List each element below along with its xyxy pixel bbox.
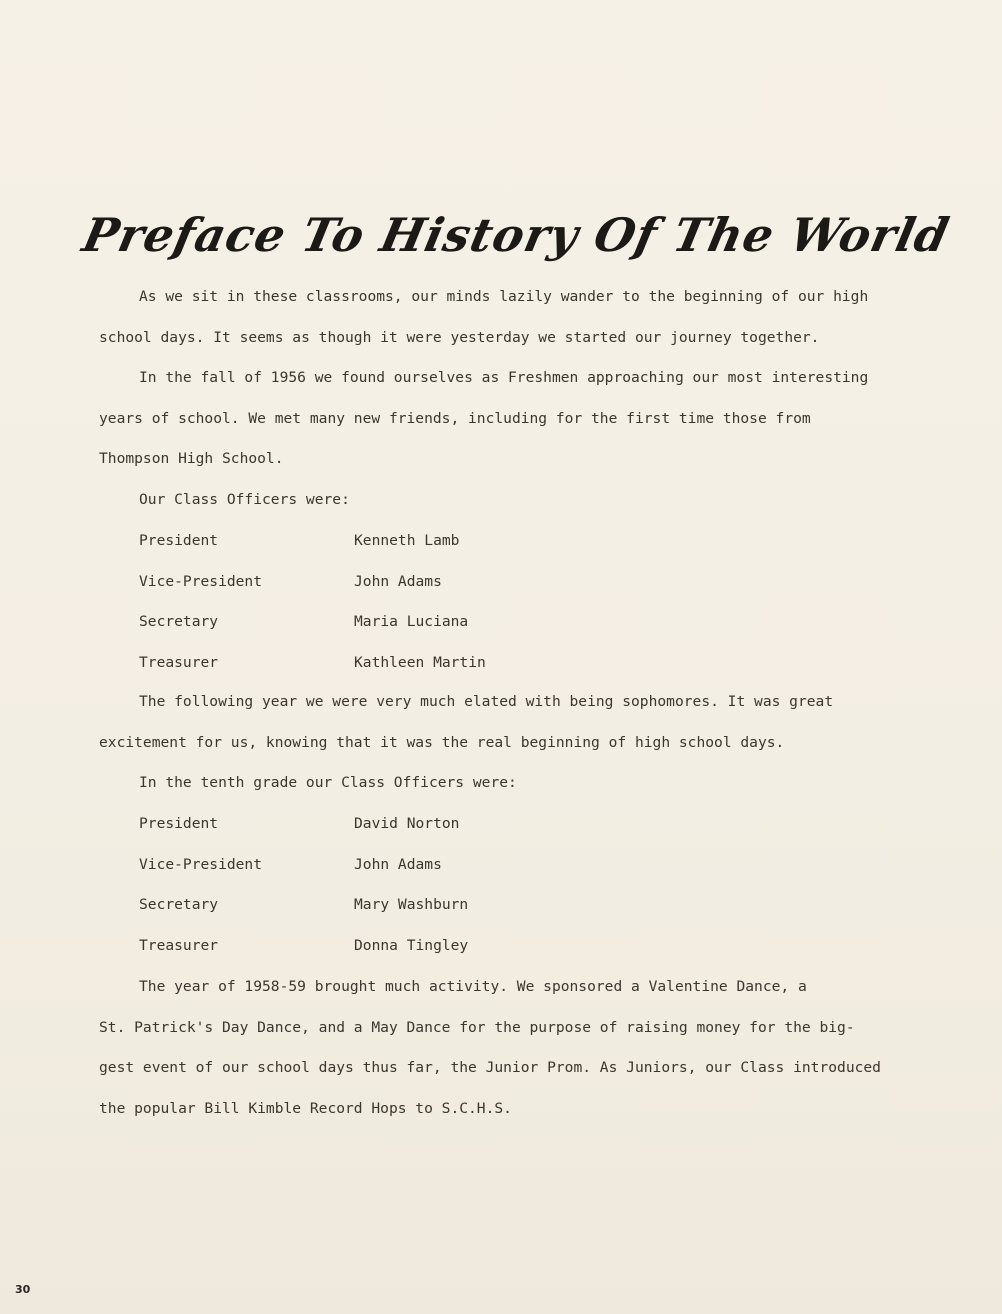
paragraph-line: Our Class Officers were: [139, 491, 350, 508]
officer-role: Secretary [139, 896, 219, 913]
officer-role: Vice-President [139, 855, 263, 873]
paragraph-line: In the tenth grade our Class Officers were: [139, 774, 517, 791]
officer-role: President [139, 532, 219, 549]
officer-row [139, 562, 639, 603]
officer-row [139, 602, 639, 643]
paragraph-line: As we sit in these classrooms, our minds lazily wander to the beginning of our high [139, 288, 869, 305]
officer-row [139, 804, 639, 845]
paragraph-line: Thompson High School. [99, 450, 284, 467]
officer-name: John Adams [354, 572, 442, 590]
page-number: 30 [15, 1283, 31, 1296]
officers-list-sophomore [139, 804, 639, 966]
officer-role: Treasurer [139, 653, 219, 671]
officer-row [139, 643, 639, 684]
paragraph-line: excitement for us, knowing that it was the real beginning of high school days. [99, 733, 785, 751]
page-title: Preface To History Of The World [78, 208, 955, 262]
officer-name: Kenneth Lamb [354, 532, 460, 549]
officer-name: John Adams [354, 855, 442, 873]
officer-name: Kathleen Martin [354, 653, 486, 671]
officer-row [139, 926, 639, 967]
officer-row [139, 845, 639, 886]
paragraph-line: gest event of our school days thus far, the Junior Prom. As Juniors, our Class introduced [99, 1059, 881, 1076]
paragraph-line: The following year we were very much elated with being sophomores. It was great [139, 693, 834, 710]
officer-name: Maria Luciana [354, 613, 469, 630]
officer-role: Vice-President [139, 572, 263, 590]
paragraph-line: years of school. We met many new friends, including for the first time those from [99, 409, 811, 427]
paragraph-junior-year [99, 967, 881, 1129]
officer-role: Treasurer [139, 936, 219, 954]
paragraph-line: In the fall of 1956 we found ourselves as Freshmen approaching our most interesting [139, 369, 869, 386]
paragraph-tenth-grade-heading [99, 763, 859, 804]
paragraph-line: The year of 1958-59 brought much activity. We sponsored a Valentine Dance, a [139, 978, 807, 995]
officer-row [139, 521, 639, 562]
officers-list-freshman [139, 521, 639, 683]
paragraph-freshman [99, 358, 869, 480]
paragraph-sophomore [99, 682, 859, 763]
paragraph-line: St. Patrick's Day Dance, and a May Dance for the purpose of raising money for the big- [99, 1018, 855, 1036]
officer-row [139, 885, 639, 926]
paragraph-line: school days. It seems as though it were yesterday we started our journey together. [99, 328, 820, 346]
paragraph-line: the popular Bill Kimble Record Hops to S.C.H.S. [99, 1099, 512, 1117]
officer-name: David Norton [354, 815, 460, 832]
officer-role: Secretary [139, 613, 219, 630]
paragraph-intro [99, 277, 869, 358]
paragraph-officers-heading [99, 480, 859, 521]
officer-name: Mary Washburn [354, 896, 469, 913]
officer-role: President [139, 815, 219, 832]
officer-name: Donna Tingley [354, 936, 469, 954]
